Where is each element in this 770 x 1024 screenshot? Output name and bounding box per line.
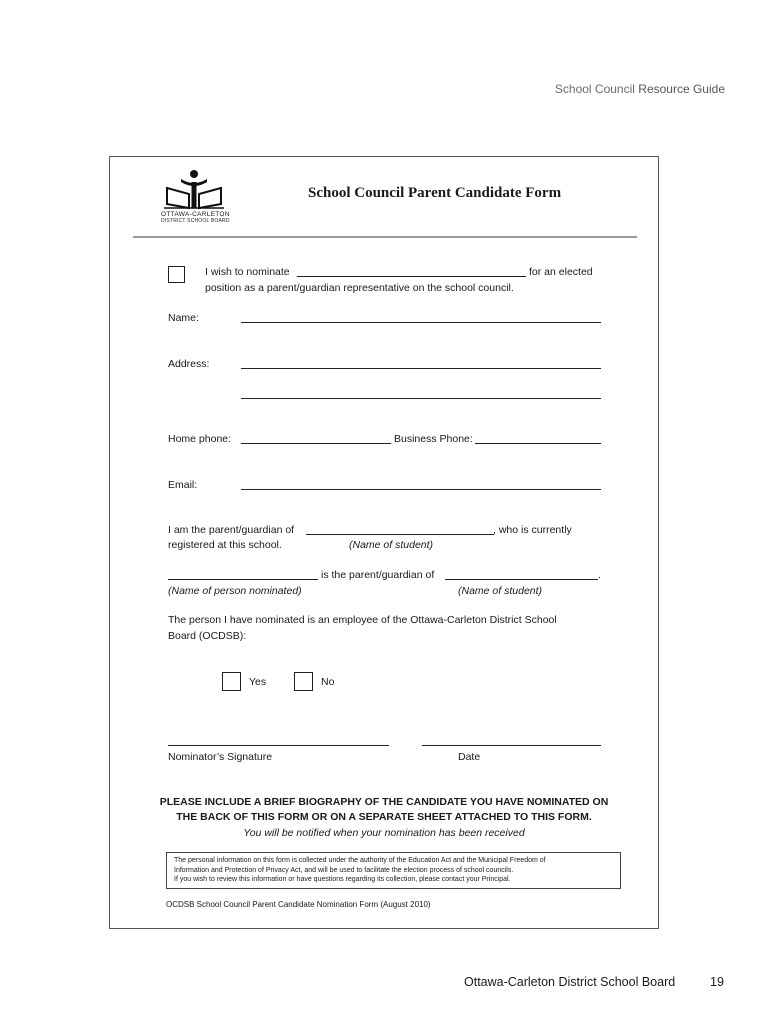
- privacy-line1: The personal information on this form is collected under the authority of the Education Act and the Municipal Freedom of: [174, 857, 546, 864]
- privacy-line3: If you wish to review this information or have questions regarding its collection, please contact your Principal.: [174, 876, 511, 883]
- nominated-person-field[interactable]: [168, 579, 318, 580]
- logo-name-line1: OTTAWA-CARLETON: [161, 211, 230, 218]
- name-of-person-caption: (Name of person nominated): [168, 585, 302, 597]
- nominated-student-field[interactable]: [445, 579, 598, 580]
- yes-checkbox[interactable]: [222, 672, 241, 691]
- signature-field[interactable]: [168, 745, 389, 746]
- header-guide-part1: School Council: [554, 82, 635, 96]
- title-divider: [133, 236, 637, 238]
- is-parent-of-text: is the parent/guardian of: [321, 569, 435, 581]
- home-phone-field[interactable]: [241, 443, 391, 444]
- running-header: [0, 82, 725, 96]
- name-field[interactable]: [241, 322, 601, 323]
- name-label: Name:: [168, 312, 199, 324]
- yes-label: Yes: [249, 676, 267, 688]
- privacy-line2: Information and Protection of Privacy Act, and will be used to facilitate the election process of school councils.: [174, 866, 514, 874]
- parent-of-post-text: , who is currently: [493, 524, 572, 536]
- nominate-checkbox[interactable]: [168, 266, 185, 283]
- employee-question-line1: The person I have nominated is an employee of the Ottawa-Carleton District School: [168, 614, 557, 626]
- date-label: Date: [458, 751, 481, 763]
- biography-note-line1: PLEASE INCLUDE A BRIEF BIOGRAPHY OF THE CANDIDATE YOU HAVE NOMINATED ON: [159, 796, 609, 808]
- date-field[interactable]: [422, 745, 601, 746]
- employee-question-line2: Board (OCDSB):: [168, 630, 247, 642]
- registered-text: registered at this school.: [168, 539, 282, 551]
- name-of-student-caption: (Name of student): [349, 539, 434, 551]
- student-name-field[interactable]: [306, 534, 494, 535]
- name-of-student-caption-2: (Name of student): [458, 585, 543, 597]
- no-checkbox[interactable]: [294, 672, 313, 691]
- business-phone-label: Business Phone:: [394, 433, 473, 445]
- period-text: .: [598, 569, 601, 581]
- nominate-pre-text: I wish to nominate: [205, 266, 290, 278]
- nominate-line2-text: position as a parent/guardian representative on the school council.: [205, 282, 514, 294]
- privacy-notice: [166, 852, 621, 889]
- page-number: 19: [710, 975, 724, 989]
- notification-note: You will be notified when your nomination has been received: [243, 827, 525, 839]
- footer-board-name: Ottawa-Carleton District School Board: [464, 975, 676, 989]
- biography-note-line2: THE BACK OF THIS FORM OR ON A SEPARATE SHEET ATTACHED TO THIS FORM.: [176, 811, 592, 823]
- email-field[interactable]: [241, 489, 601, 490]
- address-field-line2[interactable]: [241, 398, 601, 399]
- address-field-line1[interactable]: [241, 368, 601, 369]
- signature-label: Nominator’s Signature: [168, 751, 273, 763]
- form-title: School Council Parent Candidate Form: [308, 185, 562, 201]
- address-label: Address:: [168, 358, 210, 370]
- form-footer-note: OCDSB School Council Parent Candidate Nomination Form (August 2010): [166, 900, 431, 909]
- nominee-name-field[interactable]: [297, 276, 526, 277]
- email-label: Email:: [168, 479, 198, 491]
- no-label: No: [321, 676, 335, 688]
- header-guide-part2: Resource Guide: [638, 82, 725, 96]
- parent-of-pre-text: I am the parent/guardian of: [168, 524, 295, 536]
- nominate-post-text: for an elected: [529, 266, 593, 278]
- business-phone-field[interactable]: [475, 443, 601, 444]
- logo-name-line2: DISTRICT SCHOOL BOARD: [161, 218, 230, 224]
- home-phone-label: Home phone:: [168, 433, 232, 445]
